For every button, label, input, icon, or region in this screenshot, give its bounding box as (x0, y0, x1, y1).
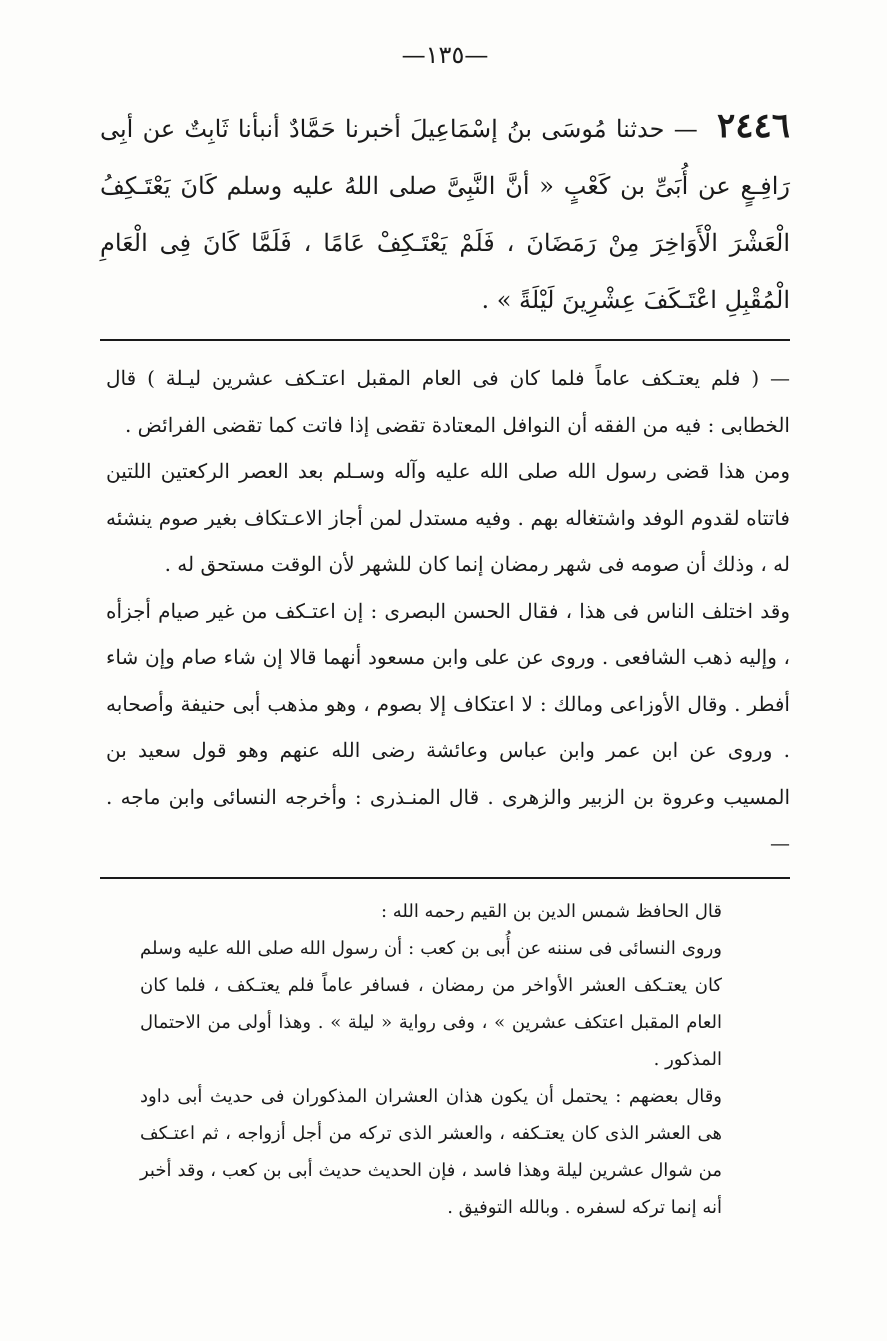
commentary-block (100, 355, 790, 867)
page (100, 40, 790, 1226)
hadith-block (100, 98, 790, 329)
commentary-paragraph: ومن هذا قضى رسول الله صلى الله عليه وآله وسـلم بعد العصر الركعتين اللتين فاتتاه لقدوم الوفد واشتغاله بهم . وفيه مستدل لمن أجاز الاعـتكاف بغير صوم ينشئه له ، وذلك أن صومه فى شهر رمضان إنما كان للشهر لأن الوقت مستحق له . (106, 459, 790, 576)
footnote-block (100, 893, 790, 1226)
commentary-paragraph: وقد اختلف الناس فى هذا ، فقال الحسن البصرى : إن اعتـكف من غير صيام أجزأه ، وإليه ذهب الشافعى . وروى عن على وابن مسعود أنهما قالا إن شاء صام وإن شاء أفطر . وقال الأوزاعى ومالك : لا اعتكاف إلا بصوم ، وهو مذهب أبى حنيفة وأصحابه . وروى عن ابن عمر وابن عباس وعائشة رضى الله عنهم وهو قول سعيد بن المسيب وعروة بن الزبير والزهرى . قال المنـذرى : وأخرجه النسائى وابن ماجه . — (106, 598, 790, 855)
footnote-paragraph: وروى النسائى فى سننه عن أُبى بن كعب : أن رسول الله صلى الله عليه وسلم كان يعتـكف العشر الأواخر من رمضان ، فسافر عاماً فلم يعتـكف ، فلما كان العام المقبل اعتكف عشرين » ، وفى رواية « ليلة » . وهذا أولى من الاحتمال المذكور . (140, 937, 722, 1070)
footnote-paragraph: وقال بعضهم : يحتمل أن يكون هذان العشران المذكوران فى حديث أبى داود هى العشر الذى كان يعتـكفه ، والعشر الذى تركه من أجل أزواجه ، ثم اعتـكف من شوال عشرين ليلة وهذا فاسد ، فإن الحديث حديث أبى بن كعب ، وقد أخبر أنه إنما تركه لسفره . وبالله التوفيق . (140, 1085, 722, 1218)
separator-rule (100, 339, 790, 341)
hadith-text: — حدثنا مُوسَى بنُ إسْمَاعِيلَ أخبرنا حَمَّادٌ أنبأنا ثَابِتٌ عن أبِى رَافِـعٍ عن أُبَىِّ بن كَعْبٍ « أنَّ النَّبِىَّ صلى اللهُ عليه وسلم كَانَ يَعْتَـكِفُ الْعَشْرَ الْأَوَاخِرَ مِنْ رَمَضَانَ ، فَلَمْ يَعْتَـكِفْ عَامًا ، فَلَمَّا كَانَ فِى الْعَامِ الْمُقْبِلِ اعْتَـكَفَ عِشْرِينَ لَيْلَةً » . (100, 115, 790, 314)
hadith-number: ٢٤٤٦ (716, 106, 790, 146)
page-number: —١٣٥— (401, 41, 489, 69)
footnote-separator-rule (100, 877, 790, 879)
commentary-paragraph: — ( فلم يعتـكف عاماً فلما كان فى العام المقبل اعتـكف عشرين ليـلة ) قال الخطابى : فيه من الفقه أن النوافل المعتادة تقضى إذا فاتت كما تقضى الفرائض . (106, 366, 790, 437)
footnote-heading: قال الحافظ شمس الدين بن القيم رحمه الله : (380, 900, 722, 922)
